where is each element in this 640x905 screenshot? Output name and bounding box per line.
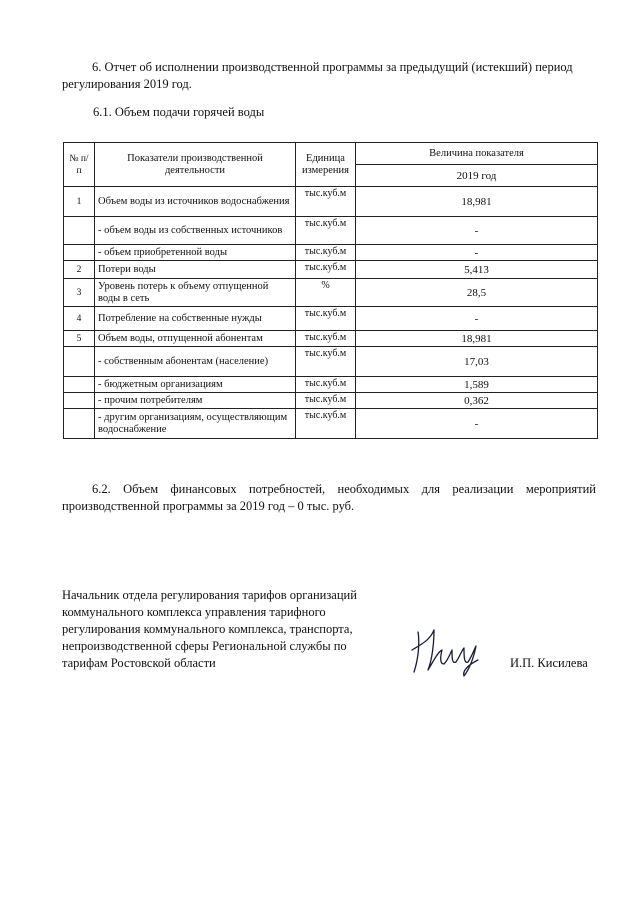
row-indicator: Потребление на собственные нужды [95, 307, 296, 331]
table-row [64, 409, 598, 439]
row-unit: % [296, 279, 356, 307]
row-num: 3 [64, 279, 95, 307]
row-value: - [356, 245, 598, 261]
table-row [64, 331, 598, 347]
row-value: - [356, 409, 598, 439]
row-value: - [356, 217, 598, 245]
table-row [64, 347, 598, 377]
row-value: 28,5 [356, 279, 598, 307]
row-value: 0,362 [356, 393, 598, 409]
row-num [64, 217, 95, 245]
row-num [64, 393, 95, 409]
row-indicator: - объем воды из собственных источников [95, 217, 296, 245]
table-row [64, 261, 598, 279]
row-unit: тыс.куб.м [296, 217, 356, 245]
signer-position: Начальник отдела регулирования тарифов организаций коммунального комплекса управления тарифного регулирования коммунального комплекса, транспорта, непроизводственной сферы Региональной службы по тарифам Ростовской области [62, 588, 357, 670]
row-value: - [356, 307, 598, 331]
row-num: 2 [64, 261, 95, 279]
header-year: 2019 год [356, 165, 598, 187]
row-unit: тыс.куб.м [296, 377, 356, 393]
row-indicator: Уровень потерь к объему отпущенной воды в сеть [95, 279, 296, 307]
row-unit: тыс.куб.м [296, 409, 356, 439]
table-row [64, 279, 598, 307]
header-unit: Единица измерения [296, 143, 356, 187]
row-value: 18,981 [356, 331, 598, 347]
row-indicator: Объем воды, отпущенной абонентам [95, 331, 296, 347]
row-num: 5 [64, 331, 95, 347]
row-num: 4 [64, 307, 95, 331]
subsection-heading: 6.1. Объем подачи горячей воды [93, 105, 265, 119]
row-unit: тыс.куб.м [296, 331, 356, 347]
row-indicator: Потери воды [95, 261, 296, 279]
row-unit: тыс.куб.м [296, 347, 356, 377]
row-indicator: - другим организациям, осуществляющим водоснабжение [95, 409, 296, 439]
row-num [64, 245, 95, 261]
row-num: 1 [64, 187, 95, 217]
table-row [64, 393, 598, 409]
table-row [64, 307, 598, 331]
row-value: 1,589 [356, 377, 598, 393]
row-unit: тыс.куб.м [296, 187, 356, 217]
table-row [64, 377, 598, 393]
header-value-group: Величина показателя [356, 143, 598, 165]
row-unit: тыс.куб.м [296, 393, 356, 409]
row-value: 18,981 [356, 187, 598, 217]
row-num [64, 377, 95, 393]
row-indicator: Объем воды из источников водоснабжения [95, 187, 296, 217]
row-value: 17,03 [356, 347, 598, 377]
finance-paragraph: 6.2. Объем финансовых потребностей, необходимых для реализации мероприятий производственной программы за 2019 год – 0 тыс. руб. [62, 482, 596, 513]
table-row [64, 245, 598, 261]
row-unit: тыс.куб.м [296, 261, 356, 279]
header-num: № п/п [64, 143, 95, 187]
table-body [64, 187, 598, 439]
row-unit: тыс.куб.м [296, 307, 356, 331]
row-value: 5,413 [356, 261, 598, 279]
row-num [64, 409, 95, 439]
row-indicator: - собственным абонентам (население) [95, 347, 296, 377]
header-indicator: Показатели производственной деятельности [95, 143, 296, 187]
row-indicator: - бюджетным организациям [95, 377, 296, 393]
section-heading: 6. Отчет об исполнении производственной программы за предыдущий (истекший) период регулирования 2019 год. [62, 60, 573, 91]
water-supply-table [63, 142, 598, 439]
row-unit: тыс.куб.м [296, 245, 356, 261]
row-num [64, 347, 95, 377]
signer-name: И.П. Кисилева [510, 656, 588, 670]
row-indicator: - объем приобретенной воды [95, 245, 296, 261]
table-row [64, 187, 598, 217]
signature-image [404, 620, 484, 680]
table-row [64, 217, 598, 245]
row-indicator: - прочим потребителям [95, 393, 296, 409]
